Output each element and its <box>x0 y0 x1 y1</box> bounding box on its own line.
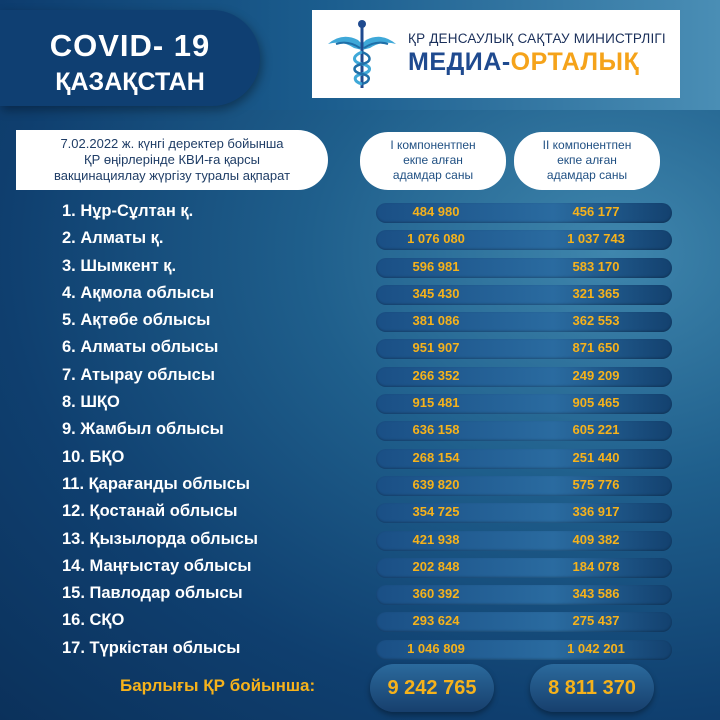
first-dose-value: 354 725 <box>412 504 460 520</box>
total-second-dose: 8 811 370 <box>530 664 654 712</box>
region-table <box>0 198 720 662</box>
first-dose-value: 639 820 <box>412 476 460 492</box>
table-row <box>0 362 720 389</box>
region-name: 11. Қарағанды облысы <box>62 474 250 493</box>
first-dose-value: 421 938 <box>412 531 460 547</box>
second-dose-value: 362 553 <box>572 313 620 329</box>
region-name: 8. ШҚО <box>62 393 120 412</box>
region-name: 16. СҚО <box>62 611 125 630</box>
table-row <box>0 498 720 525</box>
second-dose-value: 409 382 <box>572 531 620 547</box>
table-row <box>0 580 720 607</box>
table-row <box>0 635 720 662</box>
column-header-first-line-2: екпе алған <box>403 153 463 167</box>
region-name: 17. Түркістан облысы <box>62 638 241 657</box>
table-row <box>0 553 720 580</box>
second-dose-value: 575 776 <box>572 476 620 492</box>
table-row <box>0 253 720 280</box>
second-dose-value: 321 365 <box>572 285 620 301</box>
table-row <box>0 280 720 307</box>
table-row <box>0 526 720 553</box>
second-dose-value: 251 440 <box>572 449 620 465</box>
first-dose-value: 951 907 <box>412 340 460 356</box>
second-dose-value: 456 177 <box>572 204 620 219</box>
table-row <box>0 307 720 334</box>
region-name: 2. Алматы қ. <box>62 229 164 248</box>
region-name: 12. Қостанай облысы <box>62 502 238 521</box>
table-row <box>0 471 720 498</box>
region-name: 9. Жамбыл облысы <box>62 420 224 439</box>
region-name: 6. Алматы облысы <box>62 338 219 357</box>
first-dose-value: 360 392 <box>412 586 460 602</box>
first-dose-value: 484 980 <box>412 204 460 219</box>
first-dose-value: 268 154 <box>412 449 460 465</box>
first-dose-value: 915 481 <box>412 395 460 411</box>
info-line-3: вакцинациялау жүргізу туралы ақпарат <box>53 168 291 183</box>
covid-title-badge <box>0 10 260 106</box>
second-dose-value: 605 221 <box>572 422 620 438</box>
info-line-1: 7.02.2022 ж. күнгі деректер бойынша <box>60 136 284 151</box>
column-header-first-line-1: І компонентпен <box>390 138 476 152</box>
country-name: ҚАЗАҚСТАН <box>55 68 205 96</box>
media-center-part1: МЕДИА- <box>408 48 511 76</box>
region-name: 3. Шымкент қ. <box>62 256 177 275</box>
table-row <box>0 198 720 225</box>
first-dose-value: 293 624 <box>412 613 460 629</box>
table-row <box>0 416 720 443</box>
media-center-logo <box>312 10 680 98</box>
table-row <box>0 225 720 252</box>
column-header-second-dose <box>514 132 660 190</box>
first-dose-value: 1 046 809 <box>407 640 465 656</box>
column-header-first-line-3: адамдар саны <box>392 168 474 182</box>
covid-title: COVID- 19 <box>49 28 211 63</box>
table-row <box>0 389 720 416</box>
table-row <box>0 607 720 634</box>
second-dose-value: 583 170 <box>572 258 620 274</box>
first-dose-value: 636 158 <box>412 422 460 438</box>
second-dose-value: 905 465 <box>572 395 620 411</box>
first-dose-value: 596 981 <box>412 258 460 274</box>
second-dose-value: 343 586 <box>572 586 620 602</box>
total-label: Барлығы ҚР бойынша: <box>120 676 316 695</box>
table-row <box>0 444 720 471</box>
media-center-part2: ОРТАЛЫҚ <box>510 48 640 76</box>
ministry-name: ҚР ДЕНСАУЛЫҚ САҚТАУ МИНИСТРЛІГІ <box>408 31 666 46</box>
second-dose-value: 871 650 <box>572 340 620 356</box>
second-dose-value: 1 042 201 <box>567 640 625 656</box>
region-name: 4. Ақмола облысы <box>62 283 215 302</box>
info-description <box>16 130 328 190</box>
second-dose-value: 184 078 <box>572 558 620 574</box>
region-name: 10. БҚО <box>62 447 125 466</box>
second-dose-value: 1 037 743 <box>567 231 625 247</box>
table-row <box>0 334 720 361</box>
region-name: 7. Атырау облысы <box>62 365 215 384</box>
first-dose-value: 202 848 <box>412 558 460 574</box>
first-dose-value: 381 086 <box>412 313 460 329</box>
region-name: 13. Қызылорда облысы <box>62 529 258 548</box>
column-header-second-line-2: екпе алған <box>557 153 617 167</box>
column-header-second-line-1: ІІ компонентпен <box>542 138 632 152</box>
first-dose-value: 266 352 <box>412 367 460 383</box>
info-line-2: ҚР өңірлерінде КВИ-ға қарсы <box>84 152 260 167</box>
second-dose-value: 249 209 <box>572 367 620 383</box>
region-name: 5. Ақтөбе облысы <box>62 311 211 330</box>
region-name: 1. Нұр-Сұлтан қ. <box>62 202 194 220</box>
second-dose-value: 336 917 <box>572 504 620 520</box>
first-dose-value: 1 076 080 <box>407 231 465 247</box>
column-header-second-line-3: адамдар саны <box>546 168 628 182</box>
caduceus-icon <box>322 14 402 94</box>
second-dose-value: 275 437 <box>572 613 620 629</box>
total-first-dose: 9 242 765 <box>370 664 494 712</box>
region-name: 14. Маңғыстау облысы <box>62 556 252 575</box>
first-dose-value: 345 430 <box>412 285 460 301</box>
media-center-name <box>408 48 666 77</box>
region-name: 15. Павлодар облысы <box>62 584 243 603</box>
column-header-first-dose <box>360 132 506 190</box>
logo-text <box>408 31 666 77</box>
